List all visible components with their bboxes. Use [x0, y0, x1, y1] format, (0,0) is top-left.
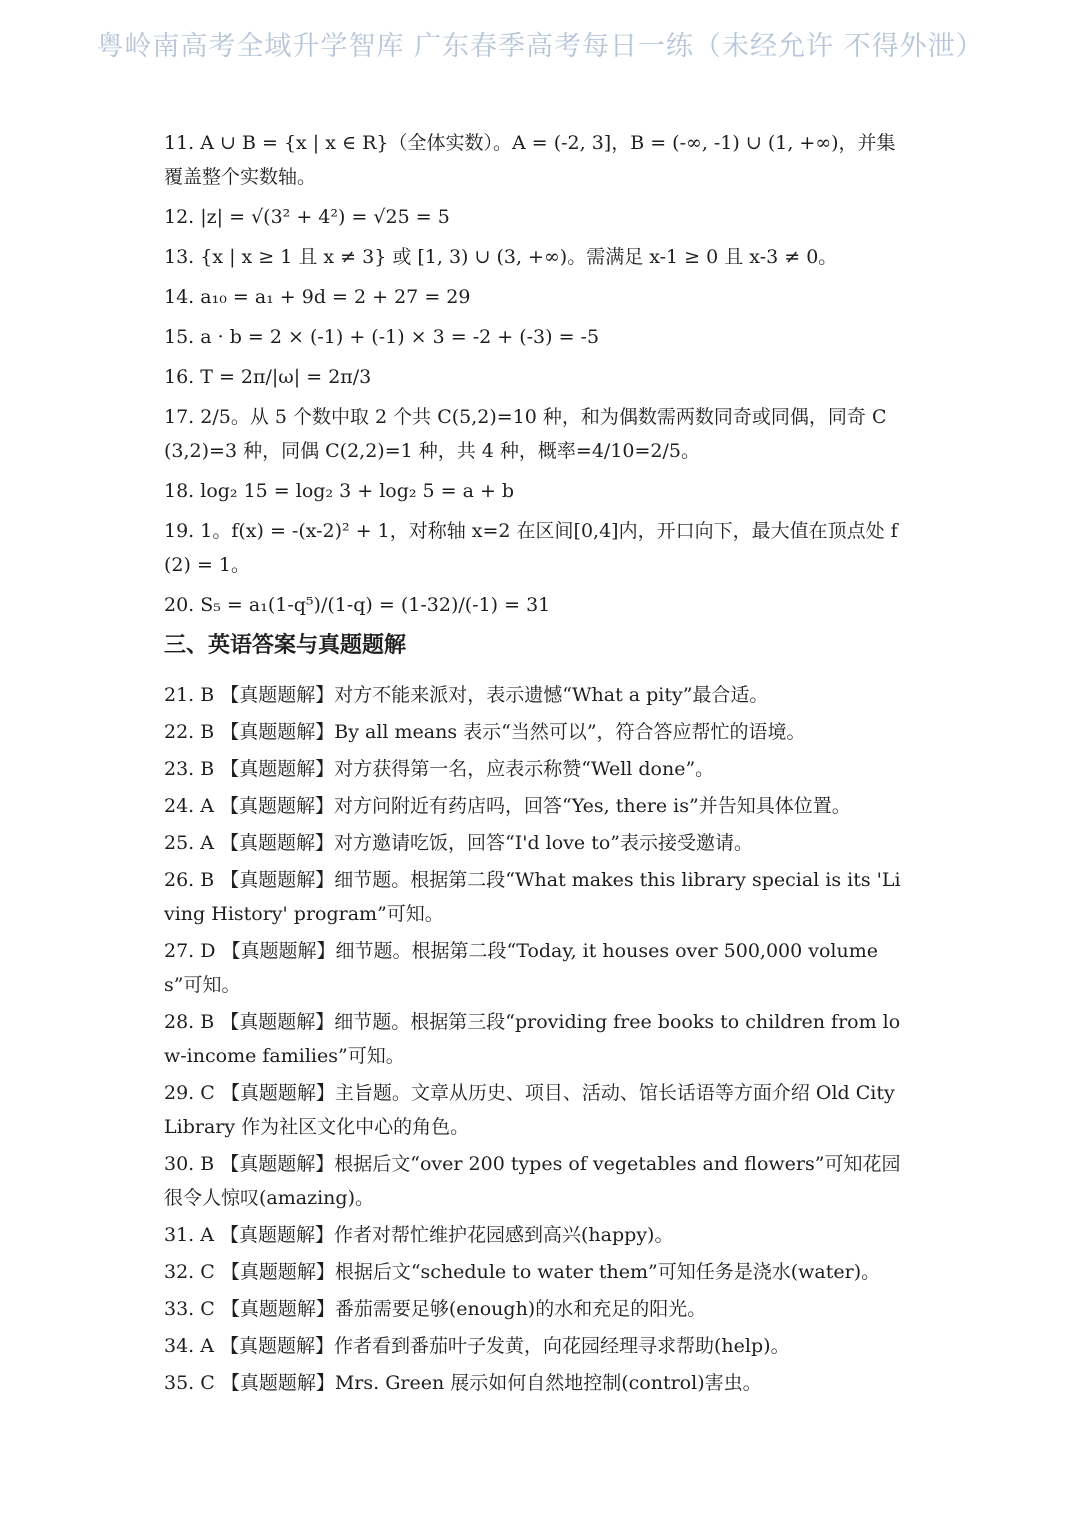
- math-answer-12: 12. |z| = √(3² + 4²) = √25 = 5: [164, 206, 450, 228]
- math-answer-13: 13. {x | x ≥ 1 且 x ≠ 3} 或 [1, 3) ∪ (3, +∞)。需满足 x-1 ≥ 0 且 x-3 ≠ 0。: [164, 246, 838, 268]
- english-answer-26: 26. B 【真题题解】细节题。根据第二段“What makes this library special is its 'Living History' program”可知。: [164, 869, 901, 925]
- math-answer-16: 16. T = 2π/|ω| = 2π/3: [164, 366, 372, 388]
- answer-content: [164, 126, 906, 1403]
- math-answer-20: 20. S₅ = a₁(1-q⁵)/(1-q) = (1-32)/(-1) = 31: [164, 594, 551, 616]
- english-answer-24: 24. A 【真题题解】对方问附近有药店吗，回答“Yes, there is”并告知具体位置。: [164, 795, 851, 817]
- english-answer-21: 21. B 【真题题解】对方不能来派对，表示遗憾“What a pity”最合适。: [164, 684, 769, 706]
- math-answer-14: 14. a₁₀ = a₁ + 9d = 2 + 27 = 29: [164, 286, 471, 308]
- page-header-watermark: 粤岭南高考全域升学智库 广东春季高考每日一练（未经允许 不得外泄）: [96, 31, 984, 62]
- english-answer-31: 31. A 【真题题解】作者对帮忙维护花园感到高兴(happy)。: [164, 1224, 674, 1246]
- english-section-title: 三、英语答案与真题题解: [164, 633, 407, 658]
- english-answer-35: 35. C 【真题题解】Mrs. Green 展示如何自然地控制(control)害虫。: [164, 1372, 762, 1394]
- english-answer-32: 32. C 【真题题解】根据后文“schedule to water them”可知任务是浇水(water)。: [164, 1261, 881, 1283]
- math-answer-19: 19. 1。f(x) = -(x-2)² + 1，对称轴 x=2 在区间[0,4]内，开口向下，最大值在顶点处 f(2) = 1。: [164, 520, 898, 576]
- english-answer-33: 33. C 【真题题解】番茄需要足够(enough)的水和充足的阳光。: [164, 1298, 707, 1320]
- english-answer-34: 34. A 【真题题解】作者看到番茄叶子发黄，向花园经理寻求帮助(help)。: [164, 1335, 790, 1357]
- math-answer-18: 18. log₂ 15 = log₂ 3 + log₂ 5 = a + b: [164, 480, 515, 502]
- english-answer-28: 28. B 【真题题解】细节题。根据第三段“providing free books to children from low-income families”可知。: [164, 1011, 901, 1067]
- english-answer-22: 22. B 【真题题解】By all means 表示“当然可以”，符合答应帮忙的语境。: [164, 721, 806, 743]
- math-answer-17: 17. 2/5。从 5 个数中取 2 个共 C(5,2)=10 种，和为偶数需两数同奇或同偶，同奇 C(3,2)=3 种，同偶 C(2,2)=1 种，共 4 种，概率=4/10=2/5。: [164, 406, 887, 462]
- english-answer-23: 23. B 【真题题解】对方获得第一名，应表示称赞“Well done”。: [164, 758, 715, 780]
- english-answer-29: 29. C 【真题题解】主旨题。文章从历史、项目、活动、馆长话语等方面介绍 Old City Library 作为社区文化中心的角色。: [164, 1082, 895, 1138]
- english-answer-25: 25. A 【真题题解】对方邀请吃饭，回答“I'd love to”表示接受邀请。: [164, 832, 753, 854]
- english-answer-27: 27. D 【真题题解】细节题。根据第二段“Today, it houses over 500,000 volumes”可知。: [164, 940, 879, 996]
- math-answer-15: 15. a · b = 2 × (-1) + (-1) × 3 = -2 + (-3) = -5: [164, 326, 600, 348]
- math-answer-11: 11. A ∪ B = {x | x ∈ R}（全体实数）。A = (-2, 3]，B = (-∞, -1) ∪ (1, +∞)，并集覆盖整个实数轴。: [164, 132, 896, 188]
- english-answer-30: 30. B 【真题题解】根据后文“over 200 types of vegetables and flowers”可知花园很令人惊叹(amazing)。: [164, 1153, 901, 1209]
